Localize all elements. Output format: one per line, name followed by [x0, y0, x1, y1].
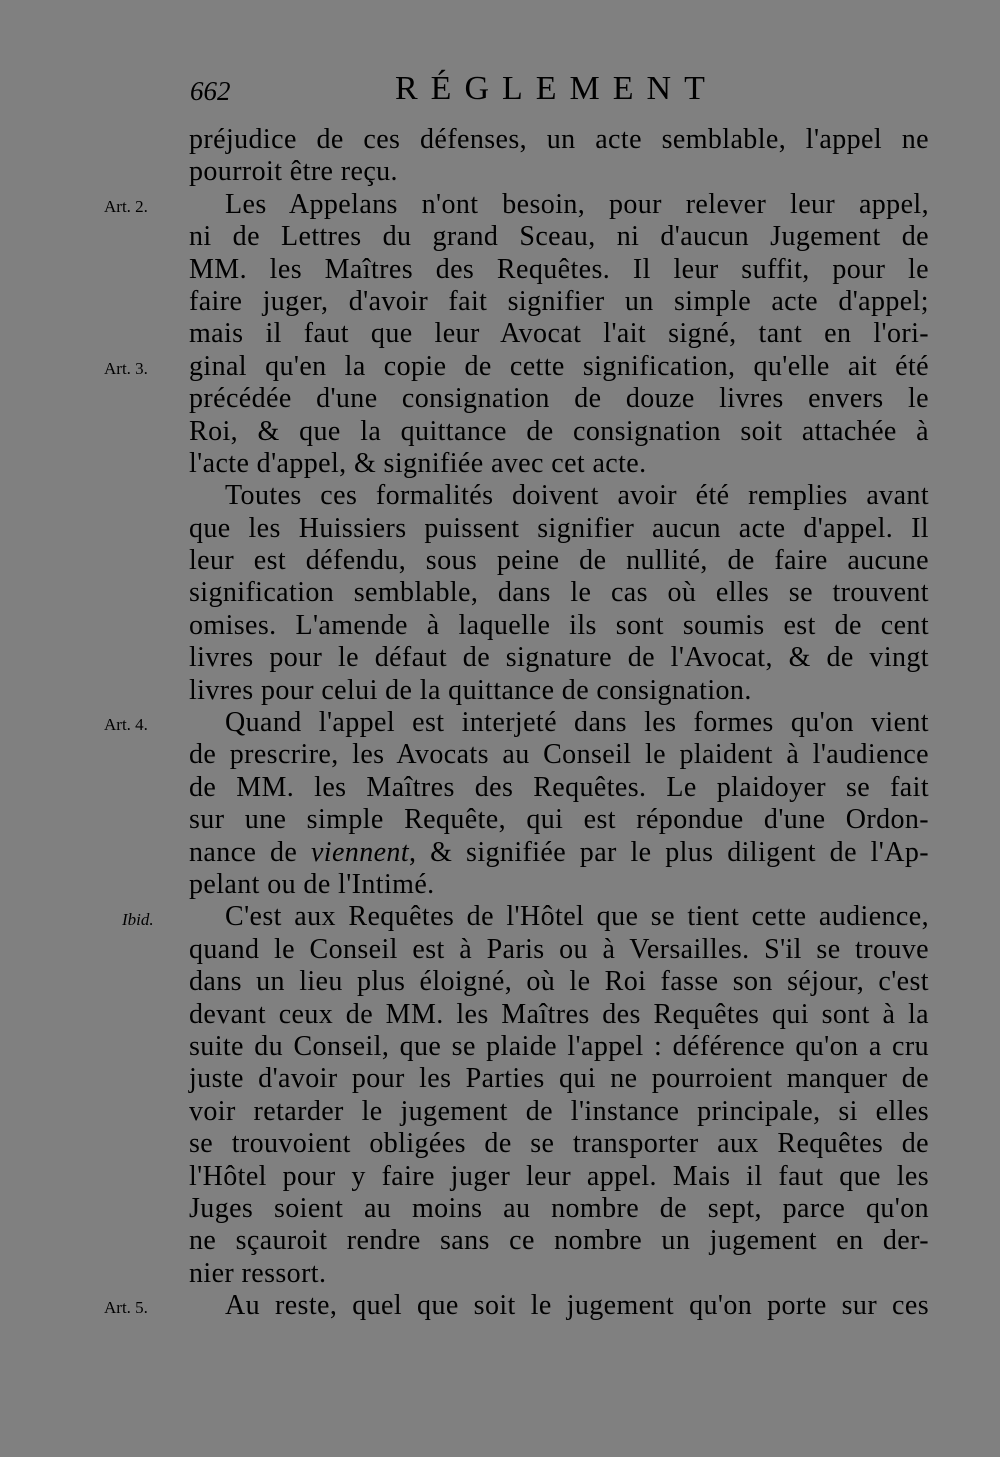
text-line: Quand l'appel est interjeté dans les formes qu'on vient — [225, 707, 929, 739]
text-line: quand le Conseil est à Paris ou à Versailles. S'il se trouve — [189, 933, 929, 965]
text-line: livres pour le défaut de signature de l'Avocat, & de vingt — [189, 642, 929, 674]
page-number: 662 — [190, 76, 231, 106]
text-line: juste d'avoir pour les Parties qui ne pourroient manquer de — [189, 1063, 929, 1095]
text-line: ni de Lettres du grand Sceau, ni d'aucun Jugement de — [189, 221, 929, 253]
margin-note: Art. 2. — [104, 196, 148, 216]
text-line: devant ceux de MM. les Maîtres des Requêtes qui sont à la — [189, 998, 929, 1030]
margin-note: Art. 4. — [104, 715, 148, 735]
text-line: suite du Conseil, que se plaide l'appel : déférence qu'on a cru — [189, 1030, 929, 1062]
text-line: Juges soient au moins au nombre de sept, parce qu'on — [189, 1192, 929, 1224]
text-line: ginal qu'en la copie de cette signification, qu'elle ait été — [189, 350, 929, 382]
text-line: pourroit être reçu. — [189, 156, 398, 188]
page-header — [0, 70, 1000, 120]
text-line: MM. les Maîtres des Requêtes. Il leur suffit, pour le — [189, 253, 929, 285]
text-line: de prescrire, les Avocats au Conseil le plaident à l'audience — [189, 739, 929, 771]
text-line: nier ressort. — [189, 1257, 327, 1289]
text-line: que les Huissiers puissent signifier aucun acte d'appel. Il — [189, 512, 929, 544]
text-line: Toutes ces formalités doivent avoir été remplies avant — [225, 480, 929, 512]
margin-note: Art. 5. — [104, 1298, 148, 1318]
text-line: ne sçauroit rendre sans ce nombre un jugement en der- — [189, 1225, 929, 1257]
text-line: l'Hôtel pour y faire juger leur appel. Mais il faut que les — [189, 1160, 929, 1192]
text-line: Roi, & que la quittance de consignation soit attachée à — [189, 415, 929, 447]
text-line: voir retarder le jugement de l'instance principale, si elles — [189, 1095, 929, 1127]
text-line: faire juger, d'avoir fait signifier un simple acte d'appel; — [189, 285, 929, 317]
text-line: omises. L'amende à laquelle ils sont soumis est de cent — [189, 609, 929, 641]
italic-word: viennent — [310, 836, 410, 868]
text-line: Les Appelans n'ont besoin, pour relever leur appel, — [225, 188, 929, 220]
text-line: précédée d'une consignation de douze livres envers le — [189, 383, 929, 415]
text-line: se trouvoient obligées de se transporter aux Requêtes de — [189, 1128, 929, 1160]
body-text — [189, 124, 929, 1322]
text-line: de MM. les Maîtres des Requêtes. Le plaidoyer se fait — [189, 771, 929, 803]
margin-note: Ibid. — [122, 909, 154, 929]
text-line: C'est aux Requêtes de l'Hôtel que se tient cette audience, — [225, 901, 929, 933]
text-line: Au reste, quel que soit le jugement qu'on porte sur ces — [225, 1290, 929, 1322]
text-line: sur une simple Requête, qui est répondue d'une Ordon- — [189, 804, 929, 836]
margin-note: Art. 3. — [104, 358, 148, 378]
text-line: signification semblable, dans le cas où elles se trouvent — [189, 577, 929, 609]
text-line: nance de viennent, & signifiée par le plus diligent de l'Ap- — [189, 836, 929, 868]
text-line: l'acte d'appel, & signifiée avec cet acte. — [189, 447, 647, 479]
running-title: RÉGLEMENT — [395, 70, 718, 107]
text-line: dans un lieu plus éloigné, où le Roi fasse son séjour, c'est — [189, 966, 929, 998]
text-line: leur est défendu, sous peine de nullité, de faire aucune — [189, 545, 929, 577]
text-line: mais il faut que leur Avocat l'ait signé, tant en l'ori- — [189, 318, 929, 350]
text-line: préjudice de ces défenses, un acte semblable, l'appel ne — [189, 124, 929, 155]
text-line: livres pour celui de la quittance de consignation. — [189, 674, 752, 706]
text-line: pelant ou de l'Intimé. — [189, 868, 435, 900]
